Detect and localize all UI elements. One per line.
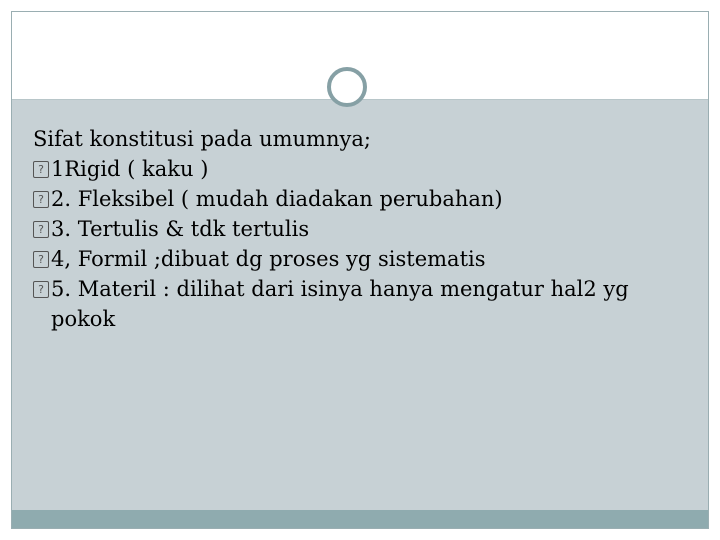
bullet-icon: ? bbox=[33, 251, 49, 268]
bullet-icon: ? bbox=[33, 191, 49, 208]
list-item-text: 1Rigid ( kaku ) bbox=[51, 157, 209, 181]
list-item bbox=[33, 214, 693, 244]
list-item-text: 3. Tertulis & tdk tertulis bbox=[51, 217, 310, 241]
footer-band bbox=[12, 510, 708, 528]
list-item bbox=[33, 244, 693, 274]
bullet-icon: ? bbox=[33, 281, 49, 298]
list-item bbox=[33, 154, 693, 184]
bullet-icon: ? bbox=[33, 161, 49, 178]
bullet-icon: ? bbox=[33, 221, 49, 238]
list-item-text: 5. Materil : dilihat dari isinya hanya mengatur hal2 yg pokok bbox=[51, 277, 629, 331]
list-item bbox=[33, 184, 693, 214]
intro-text: Sifat konstitusi pada umumnya; bbox=[33, 127, 371, 151]
decorative-circle-icon bbox=[327, 67, 367, 107]
slide-content bbox=[33, 124, 693, 334]
list-item-text: 2. Fleksibel ( mudah diadakan perubahan) bbox=[51, 187, 503, 211]
list-item bbox=[33, 274, 693, 334]
list-item-text: 4, Formil ;dibuat dg proses yg sistematis bbox=[51, 247, 486, 271]
